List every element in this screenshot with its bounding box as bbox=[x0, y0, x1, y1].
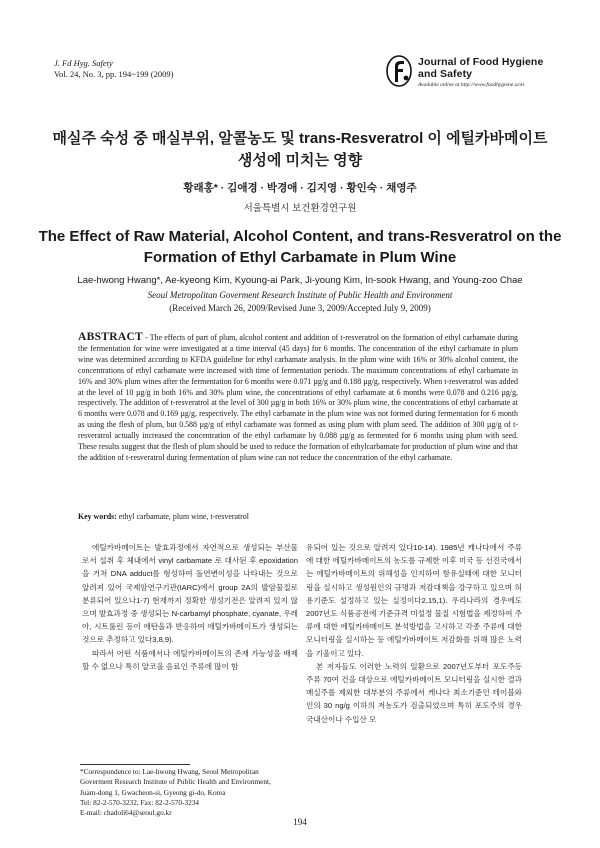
logo-title bbox=[418, 56, 543, 80]
correspondence-footnote bbox=[80, 767, 304, 818]
journal-logo bbox=[384, 52, 554, 102]
english-title bbox=[0, 226, 600, 268]
english-title-line1: The Effect of Raw Material, Alcohol Content, and trans-Resveratrol on the bbox=[38, 228, 562, 245]
jfhs-f-logo-icon bbox=[384, 54, 414, 88]
journal-reference bbox=[54, 58, 173, 80]
abstract-text: - The effects of part of plum, alcohol content and addition of t-resveratrol on the formation of ethyl carbamate during the fermentation for wine were investigated at a time interval (45 days) for 6 months. The concentration of the ethyl carbamate in plum wine was determined according to KFDA guideline for ethyl carbamate analysis. In the plum wine with 16% or 30% alcohol content, the concentrations of ethyl carbamate were increased with time of fermentation periods. The maximum concentrations of ethyl carbamate in 16% and 30% plum wines after the fermentation for 6 months were 0.071 µg/g and 0.188 µg/g, respectively. When t-resveratrol was added at the level of 10 µg/g in both 16% and 30% plum wine, the concentrations of ethyl carbamate at 6 months were 0.078 and 0.216 µg/g, respectively. The addition of t-resveratrol at the level of 300 µg/g in both 16% or 30% plum wine, the concentrations of ethyl carbamate at 6 months were 0.078 and 0.169 µg/g, respectively. The ethyl carbamate in the plum wine was not formed during fermentation for 6 month as using the flesh of plum, but 0.588 µg/g of ethyl carbamate was formed as using plum with plum seed. The addition of 300 µg/g of t-resveratrol actually increased the concentration of the ethyl carbamate by 0.088 µg/g as fermented for 6 months using plum with seed. These results suggest that the flesh of plum should be used to reduce the formation of ethylcarbamate for production of plum wine and that the addition of t-resveratrol during fermentation of plum wine can not reduce the concentration of the ethyl carbamate. bbox=[78, 333, 518, 462]
body-paragraph: 본 저자들도 이러한 노력의 일환으로 2007년도부터 포도주등 주류 70여 건을 대상으로 에틸카바메이트 모니터링을 실시한 결과 매실주를 제외한 대부분의 주류에서 캐나다 최소기준인 테이블와인의 30 ng/g 이하의 저농도가 검출되었으며 특히 포도주의 경우 국내산이나 수입산 모 bbox=[306, 661, 522, 724]
english-title-line2: Formation of Ethyl Carbamate in Plum Wine bbox=[143, 249, 457, 266]
korean-title-line2: 생성에 미치는 영향 bbox=[237, 152, 363, 169]
footnote-rule bbox=[80, 764, 190, 765]
korean-title bbox=[0, 128, 600, 172]
body-paragraph: 따라서 어떤 식품에서나 에틸카바메이트의 존재 가능성을 배제할 수 없으나 특히 알코올 음료인 주류에 많이 함 bbox=[82, 648, 298, 671]
footnote-line: Goverment Research Institute of Public Health and Environment, bbox=[80, 777, 271, 787]
logo-title-line2: and Safety bbox=[418, 68, 473, 80]
footnote-email[interactable]: E-mail: chadoli64@seoul.go.kr bbox=[80, 808, 172, 818]
received-dates: (Received March 26, 2009/Revised June 3, 2009/Accepted July 9, 2009) bbox=[169, 303, 431, 313]
body-column-right bbox=[306, 541, 522, 726]
footnote-line: Juam-dong 1, Gwacheon-si, Gyeong gi-do, Korea bbox=[80, 787, 226, 797]
abstract-label: ABSTRACT bbox=[78, 331, 144, 343]
volume-line: Vol. 24, No. 3, pp. 194~199 (2009) bbox=[54, 69, 174, 79]
body-paragraph: 유되어 있는 것으로 알려져 있다10-14). 1985년 캐나다에서 주류에 대한 에틸카바메이트의 농도를 규제한 이후 미국 등 선진국에서는 에틸카바메이트의 위해성을 인지하여 함유실태에 대한 모니터링을 실시하고 생성원인의 규명과 저감대책을 강구하고 있으며 허용기준도 설정하고 있는 실정이다2,15,1). 우리나라의 경우에도 2007년도 식품공전에 기준규격 미설정 물질 시험법을 제정하여 주류에 대한 에틸카바메이트 분석방법을 고시하고 각종 주류에 대한 모니터링을 실시하는 등 에틸카바메이트 저감화를 위해 많은 노력을 기울이고 있다. bbox=[306, 543, 522, 658]
body-column-left bbox=[82, 541, 298, 673]
korean-authors: 황래홍* · 김애경 · 박경애 · 김지영 · 황인숙 · 채영주 bbox=[183, 182, 417, 194]
logo-title-line1: Journal of Food Hygiene bbox=[418, 56, 544, 68]
english-affiliation: Seoul Metropolitan Goverment Research Institute of Public Health and Environment bbox=[147, 290, 453, 300]
logo-url: Available online at http://www.foodhygiene.or.kr bbox=[418, 82, 525, 88]
footnote-line: Tel: 82-2-570-3232, Fax: 82-2-570-3234 bbox=[80, 797, 200, 807]
keywords bbox=[78, 512, 518, 521]
keywords-label: Key words: bbox=[78, 512, 117, 521]
body-paragraph: 에틸카바메이트는 발효과정에서 자연적으로 생성되는 부산물로서 섭취 후 체내에서 vinyl carbamate 로 대사된 후 epoxidation을 거쳐 DNA adduct를 형성하여 돌연변이성을 나타내는 것으로 알려져 있어 국제암연구기관(IARC)에서 group 2A의 발암물질로 분류되어 있으나1-7) 현재까지 정확한 생성기전은 알려져 있지 않으며 발효과정 중 생성되는 N-carbamyl phosphate, cyanate, 우레아, 시트룰린 등이 에탄올과 반응하여 에틸카바메이트가 생성되는 것으로 추정하고 있다3,8,9). bbox=[82, 543, 298, 645]
journal-abbrev: J. Fd Hyg. Safety bbox=[54, 58, 113, 68]
keywords-text: ethyl carbamate, plum wine, t-resveratrol bbox=[116, 512, 249, 521]
korean-title-line1: 매실주 숙성 중 매실부위, 알콜농도 및 trans-Resveratrol 이 에틸카바메이트 bbox=[52, 130, 548, 147]
abstract bbox=[78, 332, 518, 464]
english-authors: Lae-hwong Hwang*, Ae-kyeong Kim, Kyoung-ai Park, Ji-young Kim, In-sook Hwang, and Young-zoo Chae bbox=[77, 275, 523, 286]
korean-affiliation: 서울특별시 보건환경연구원 bbox=[243, 203, 357, 214]
page-number: 194 bbox=[293, 817, 307, 827]
footnote-line: *Correspondence to: Lae-hwong Hwang, Seoul Metropolitan bbox=[80, 767, 259, 776]
